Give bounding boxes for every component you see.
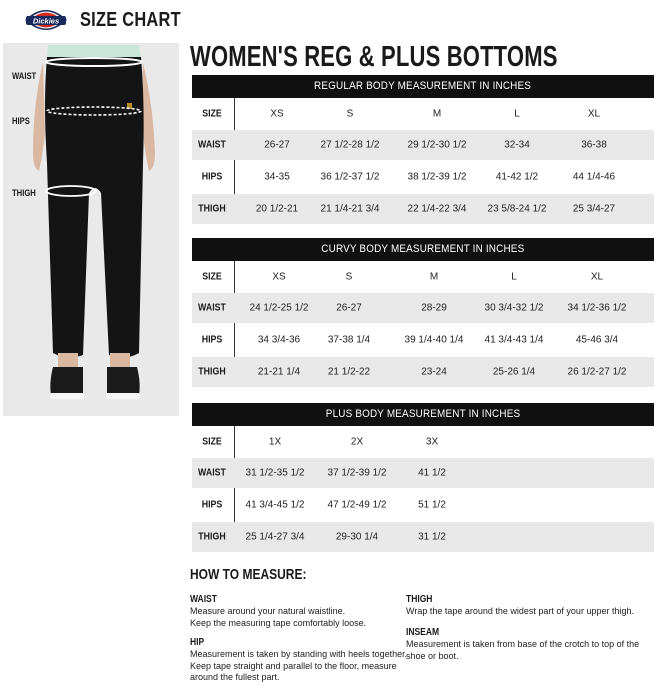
size-heading: M: [432, 108, 442, 120]
size-chart-title: SIZE CHART: [80, 9, 181, 31]
plus-size-table: [192, 403, 654, 552]
curvy-table-header: CURVY BODY MEASUREMENT IN INCHES: [192, 238, 654, 261]
plus-size-row: SIZE 1X 2X 3X: [202, 436, 439, 448]
hip-instructions: HIP Measurement is taken by standing with heels together. Keep tape straight and parallel to the floor, measure around the fullest part.: [190, 637, 408, 682]
thigh-instructions: THIGH Wrap the tape around the widest part of your upper thigh.: [406, 594, 634, 616]
dickies-logo: [22, 6, 70, 36]
size-heading: L: [514, 108, 520, 120]
regular-waist-row: WAIST 26-27 27 1/2-28 1/2 29 1/2-30 1/2 32-34 36-38: [192, 130, 654, 160]
plus-table-header: PLUS BODY MEASUREMENT IN INCHES: [192, 403, 654, 426]
model-photo: [3, 43, 179, 416]
size-heading: 2X: [350, 436, 364, 448]
curvy-size-table: [192, 238, 654, 387]
size-heading: M: [429, 271, 439, 283]
plus-waist-row: WAIST 31 1/2-35 1/2 37 1/2-39 1/2 41 1/2: [192, 458, 654, 488]
curvy-hips-row: HIPS 34 3/4-36 37-38 1/4 39 1/4-40 1/4 41 3/4-43 1/4 45-46 3/4: [201, 334, 619, 346]
plus-thigh-row: THIGH 25 1/4-27 3/4 29-30 1/4 31 1/2: [192, 522, 654, 552]
regular-size-row: SIZE XS S M L XL: [202, 108, 601, 120]
size-heading: XS: [272, 271, 286, 283]
plus-hips-row: HIPS 41 3/4-45 1/2 47 1/2-49 1/2 51 1/2: [201, 499, 446, 511]
page-title: WOMEN'S REG & PLUS BOTTOMS: [190, 41, 558, 73]
size-heading: XS: [270, 108, 284, 120]
regular-thigh-row: THIGH 20 1/2-21 21 1/4-21 3/4 22 1/4-22 3/4 23 5/8-24 1/2 25 3/4-27: [192, 194, 654, 224]
regular-hips-row: HIPS 34-35 36 1/2-37 1/2 38 1/2-39 1/2 41-42 1/2 44 1/4-46: [201, 171, 616, 183]
how-to-measure-title: HOW TO MEASURE:: [190, 566, 307, 583]
size-heading: S: [346, 108, 354, 120]
curvy-size-row: SIZE XS S M L XL: [202, 271, 604, 283]
waist-label: WAIST: [12, 71, 37, 81]
brand-name: Dickies: [32, 16, 60, 26]
size-heading: L: [511, 271, 517, 283]
thigh-label: THIGH: [12, 188, 36, 198]
size-heading: XL: [587, 108, 601, 120]
size-heading: S: [345, 271, 353, 283]
size-heading: 3X: [425, 436, 439, 448]
waist-instructions: WAIST Measure around your natural waistline. Keep the measuring tape comfortably loose.: [190, 594, 367, 628]
curvy-thigh-row: THIGH 21-21 1/4 21 1/2-22 23-24 25-26 1/4 26 1/2-27 1/2: [192, 357, 654, 387]
regular-table-header: REGULAR BODY MEASUREMENT IN INCHES: [192, 75, 654, 98]
curvy-waist-row: WAIST 24 1/2-25 1/2 26-27 28-29 30 3/4-32 1/2 34 1/2-36 1/2: [192, 293, 654, 323]
size-heading: XL: [590, 271, 604, 283]
regular-size-table: [192, 75, 654, 224]
inseam-instructions: INSEAM Measurement is taken from base of the crotch to top of the shoe or boot.: [406, 627, 640, 661]
hips-label: HIPS: [12, 116, 30, 126]
size-heading: 1X: [268, 436, 282, 448]
